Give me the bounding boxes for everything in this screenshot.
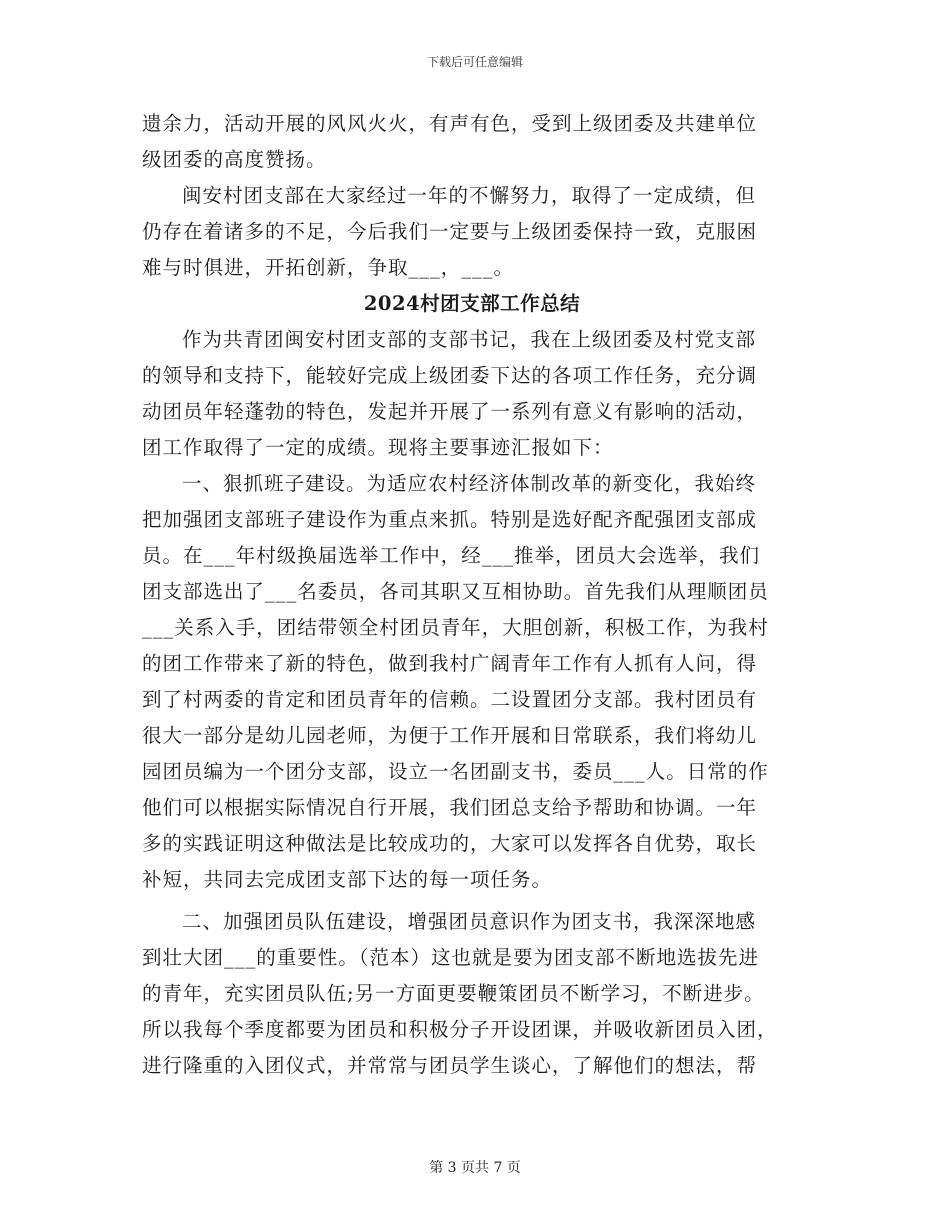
section-title: 2024村团支部工作总结 — [363, 292, 581, 315]
text-line: 园团员编为一个团分支部，设立一名团副支书，委员___人。日常的作 — [142, 760, 769, 783]
text-line: 把加强团支部班子建设作为重点来抓。特别是选好配齐配强团支部成 — [142, 508, 758, 531]
text-line: 团支部选出了___名委员，各司其职又互相协助。首先我们从理顺团员 — [142, 580, 769, 603]
paragraph — [142, 178, 802, 286]
text-line: 到壮大团___的重要性。（范本）这也就是要为团支部不断地选拔先进 — [142, 946, 760, 969]
paragraph — [142, 322, 802, 466]
text-line: 仍存在着诸多的不足，今后我们一定要与上级团委保持一致，克服困 — [142, 220, 758, 243]
download-note: 下载后可任意编辑 — [426, 55, 523, 69]
text-line: 进行隆重的入团仪式，并常常与团员学生谈心，了解他们的想法，帮 — [142, 1054, 758, 1077]
text-line: 的领导和支持下，能较好完成上级团委下达的各项工作任务，充分调 — [142, 364, 758, 387]
text-line: 员。在___年村级换届选举工作中，经___推举，团员大会选举，我们 — [142, 544, 761, 567]
paragraph — [142, 466, 802, 898]
text-line: 到了村两委的肯定和团员青年的信赖。二设置团分支部。我村团员有 — [142, 688, 758, 711]
text-line: 难与时俱进，开拓创新，争取___，___。 — [142, 256, 515, 279]
text-line: 团工作取得了一定的成绩。现将主要事迹汇报如下： — [142, 436, 614, 459]
paragraph — [142, 106, 802, 178]
text-line: 的团工作带来了新的特色，做到我村广阔青年工作有人抓有人问，得 — [142, 652, 758, 675]
text-line: 很大一部分是幼儿园老师，为便于工作开展和日常联系，我们将幼儿 — [142, 724, 758, 747]
text-line: 一、狠抓班子建设。为适应农村经济体制改革的新变化，我始终 — [182, 472, 757, 495]
page-number: 第 3 页共 7 页 — [429, 1160, 521, 1176]
text-line: 动团员年轻蓬勃的特色，发起并开展了一系列有意义有影响的活动， — [142, 400, 758, 423]
text-line: 闽安村团支部在大家经过一年的不懈努力，取得了一定成绩，但 — [182, 184, 757, 207]
text-line: 的青年，充实团员队伍;另一方面更要鞭策团员不断学习，不断进步。 — [142, 982, 765, 1005]
text-line: 二、加强团员队伍建设，增强团员意识作为团支书，我深深地感 — [182, 910, 757, 933]
text-line: 所以我每个季度都要为团员和积极分子开设团课，并吸收新团员入团， — [142, 1018, 778, 1041]
text-line: 级团委的高度赞扬。 — [142, 148, 327, 171]
text-line: 作为共青团闽安村团支部的支部书记，我在上级团委及村党支部 — [182, 328, 757, 351]
text-line: ___关系入手，团结带领全村团员青年，大胆创新，积极工作，为我村 — [142, 616, 769, 639]
text-line: 多的实践证明这种做法是比较成功的，大家可以发挥各自优势，取长 — [142, 832, 758, 855]
text-line: 补短，共同去完成团支部下达的每一项任务。 — [142, 868, 553, 891]
text-line: 遗余力，活动开展的风风火火，有声有色，受到上级团委及共建单位 — [142, 112, 758, 135]
document-body — [142, 106, 802, 1084]
paragraph — [142, 904, 802, 1084]
text-line: 他们可以根据实际情况自行开展，我们团总支给予帮助和协调。一年 — [142, 796, 758, 819]
